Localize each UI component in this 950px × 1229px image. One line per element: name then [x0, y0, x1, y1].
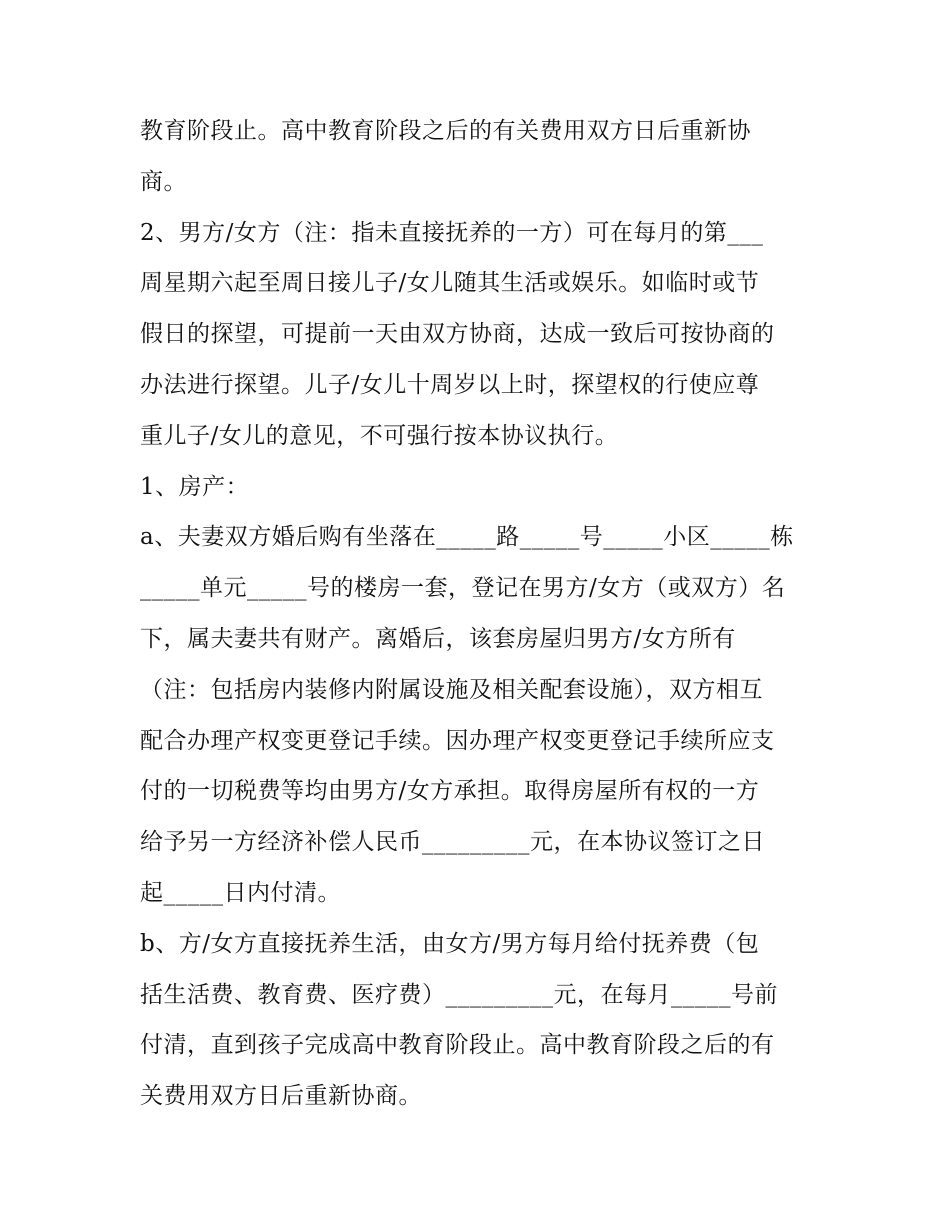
- text-line: a、夫妻双方婚后购有坐落在_____路_____号_____小区_____栋: [140, 524, 794, 551]
- text-line: （注：包括房内装修内附属设施及相关配套设施），双方相互: [140, 676, 763, 703]
- text-line: 起_____日内付清。: [140, 879, 341, 906]
- text-line: 括生活费、教育费、医疗费）_________元，在每月_____号前: [140, 981, 778, 1008]
- text-line: 办法进行探望。儿子/女儿十周岁以上时，探望权的行使应尊: [140, 371, 760, 398]
- text-line: 配合办理产权变更登记手续。因办理产权变更登记手续所应支: [140, 727, 775, 754]
- text-line: 付清，直到孩子完成高中教育阶段止。高中教育阶段之后的有: [140, 1032, 775, 1059]
- text-line: 商。: [140, 168, 187, 195]
- text-line: 教育阶段止。高中教育阶段之后的有关费用双方日后重新协: [140, 118, 751, 144]
- text-line: 关费用双方日后重新协商。: [140, 1083, 422, 1110]
- text-line: 付的一切税费等均由男方/女方承担。取得房屋所有权的一方: [140, 778, 760, 805]
- text-line: 下，属夫妻共有财产。离婚后，该套房屋归男方/女方所有: [140, 625, 736, 652]
- section-heading: 1、房产：: [140, 473, 250, 500]
- text-line: 给予另一方经济补偿人民币_________元，在本协议签订之日: [140, 829, 765, 856]
- text-line: 假日的探望，可提前一天由双方协商，达成一致后可按协商的: [140, 321, 775, 348]
- document-body: [140, 106, 820, 1122]
- text-line: 周星期六起至周日接儿子/女儿随其生活或娱乐。如临时或节: [140, 270, 760, 297]
- text-line: _____单元_____号的楼房一套，登记在男方/女方（或双方）名: [140, 575, 786, 602]
- text-line: b、方/女方直接抚养生活，由女方/男方每月给付抚养费（包: [140, 930, 760, 957]
- text-line: 重儿子/女儿的意见，不可强行按本协议执行。: [140, 422, 619, 449]
- text-line: 2、男方/女方（注：指未直接抚养的一方）可在每月的第___: [140, 219, 764, 246]
